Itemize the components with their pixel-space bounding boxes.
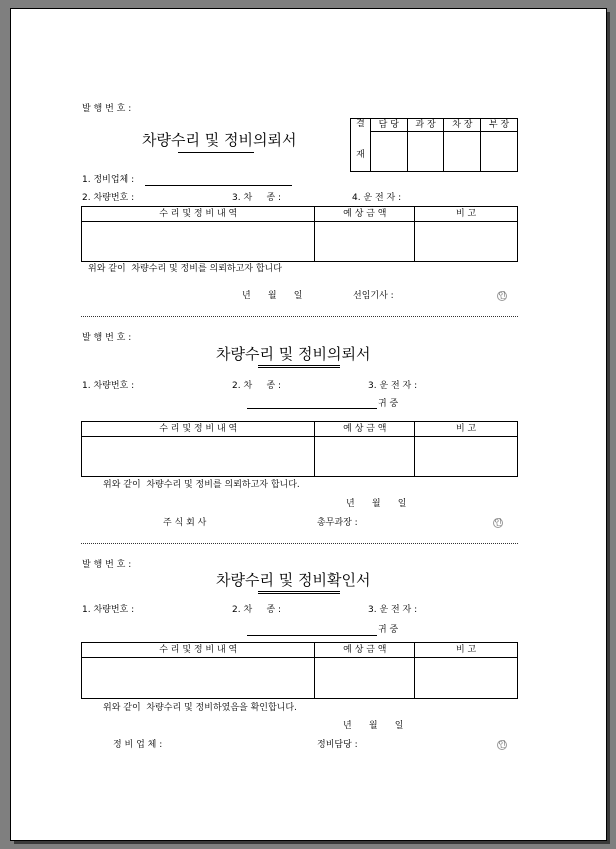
repair-estimate-cell[interactable] <box>315 437 415 477</box>
repair-table <box>81 642 518 699</box>
approval-header: 부 장 <box>481 119 518 132</box>
car-model-label: 3. 차 종 : <box>232 193 282 203</box>
approval-label-cell <box>351 119 371 172</box>
issue-number-label: 발 행 번 호 : <box>82 560 132 570</box>
approval-sign-cell[interactable] <box>481 132 518 172</box>
approval-sign-cell[interactable] <box>444 132 481 172</box>
car-number-label: 1. 차량번호 : <box>82 381 135 391</box>
car-number-label: 1. 차량번호 : <box>82 605 135 615</box>
date-line: 년 월 일 <box>346 499 407 509</box>
repair-header-estimate: 예 상 금 액 <box>315 643 415 658</box>
cut-line <box>81 543 518 544</box>
addressee-suffix: 귀 중 <box>378 625 399 635</box>
approval-label-top: 결 <box>356 119 365 129</box>
repair-header-estimate: 예 상 금 액 <box>315 422 415 437</box>
repair-estimate-cell[interactable] <box>315 222 415 262</box>
date-line: 년 월 일 <box>242 291 303 301</box>
approval-header: 담 당 <box>370 119 407 132</box>
approval-label-bottom: 재 <box>356 150 365 160</box>
approval-table <box>350 118 518 172</box>
issue-number-label: 발 행 번 호 : <box>82 333 132 343</box>
form-title: 차량수리 및 정비확인서 <box>216 571 371 589</box>
repair-estimate-cell[interactable] <box>315 658 415 699</box>
seal-icon: 인 <box>498 291 506 300</box>
signer-label: 선임기사 : <box>353 291 394 301</box>
title-double-underline <box>258 365 340 368</box>
page-shadow-bottom <box>14 841 610 844</box>
request-sentence: 위와 같이 차량수리 및 정비를 의뢰하고자 합니다. <box>103 480 300 490</box>
date-line: 년 월 일 <box>343 721 404 731</box>
title-double-underline <box>258 591 340 594</box>
vendor-field-line[interactable] <box>145 185 292 186</box>
form-title: 차량수리 및 정비의뢰서 <box>216 345 371 363</box>
car-number-label: 2. 차량번호 : <box>82 193 135 203</box>
driver-label: 3. 운 전 자 : <box>368 605 418 615</box>
vendor-label: 정 비 업 체 : <box>113 740 163 750</box>
repair-header-description: 수 리 및 정 비 내 역 <box>82 207 315 222</box>
repair-table <box>81 206 518 262</box>
issue-number-label: 발 행 번 호 : <box>82 104 132 114</box>
approval-sign-cell[interactable] <box>370 132 407 172</box>
car-model-label: 2. 차 종 : <box>232 381 282 391</box>
repair-remarks-cell[interactable] <box>415 658 518 699</box>
repair-header-description: 수 리 및 정 비 내 역 <box>82 643 315 658</box>
seal-icon: 인 <box>498 740 506 749</box>
repair-description-cell[interactable] <box>82 222 315 262</box>
car-model-label: 2. 차 종 : <box>232 605 282 615</box>
approval-header: 차 장 <box>444 119 481 132</box>
cut-line <box>81 316 518 317</box>
repair-header-estimate: 예 상 금 액 <box>315 207 415 222</box>
title-underline <box>178 152 254 153</box>
repair-header-remarks: 비 고 <box>415 207 518 222</box>
page-shadow-right <box>607 12 610 844</box>
approval-sign-cell[interactable] <box>407 132 444 172</box>
repair-remarks-cell[interactable] <box>415 222 518 262</box>
signer-label: 정비담당 : <box>317 740 358 750</box>
signer-label: 총무과장 : <box>317 518 358 528</box>
confirm-sentence: 위와 같이 차량수리 및 정비하였음을 확인합니다. <box>103 703 297 713</box>
repair-table <box>81 421 518 477</box>
repair-remarks-cell[interactable] <box>415 437 518 477</box>
addressee-suffix: 귀 중 <box>378 399 399 409</box>
vendor-label: 1. 정비업체 : <box>82 175 135 185</box>
addressee-field-line[interactable] <box>247 635 377 636</box>
approval-header: 과 장 <box>407 119 444 132</box>
addressee-field-line[interactable] <box>247 408 377 409</box>
driver-label: 3. 운 전 자 : <box>368 381 418 391</box>
repair-header-remarks: 비 고 <box>415 422 518 437</box>
request-sentence: 위와 같이 차량수리 및 정비를 의뢰하고자 합니다 <box>88 264 282 274</box>
repair-header-description: 수 리 및 정 비 내 역 <box>82 422 315 437</box>
repair-description-cell[interactable] <box>82 437 315 477</box>
company-label: 주 식 회 사 <box>163 518 207 528</box>
repair-description-cell[interactable] <box>82 658 315 699</box>
form-title: 차량수리 및 정비의뢰서 <box>142 131 297 149</box>
driver-label: 4. 운 전 자 : <box>352 193 402 203</box>
seal-icon: 인 <box>494 518 502 527</box>
repair-header-remarks: 비 고 <box>415 643 518 658</box>
